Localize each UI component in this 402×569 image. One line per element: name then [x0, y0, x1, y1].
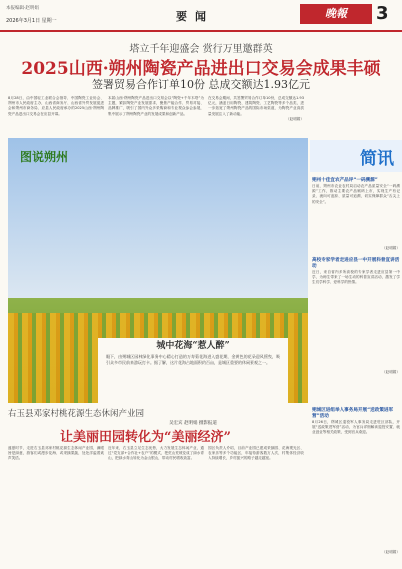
lead-paragraph: 在交易会期间，共签署贸易合作订单10份，总成交额达1.93亿元，涵盖日用陶瓷、建筑陶瓷、工艺陶瓷等多个品类，进一步拓宽了朔州陶瓷产品的国际市场渠道，为陶瓷产业高质量发展注入了新动能。 [208, 96, 304, 116]
lead-column-2 [108, 96, 204, 136]
lead-paragraph: 本届山西·朔州陶瓷产品进出口交易会以“陶瓷+千年木塔”为主题，紧扣陶瓷产业发展需求，聚焦产能合作、贸易对接、品牌推广，吸引了国内外众多采购商和专业观众参会参展，集中展示了朔州陶瓷产业的发展成果和创新产品。 [108, 96, 204, 116]
photo-caption-title: 城中花海“惹人醉” [156, 341, 230, 351]
brief-body: 8月26日，朔城区退役军人事务局走进驻区部队，开展“送政策进军营”活动，为官兵详细解读退役安置、就业创业等相关政策，受到官兵欢迎。 [312, 420, 400, 435]
lead-headline: 2025山西·朔州陶瓷产品进出口交易会成果丰硕 [21, 59, 381, 79]
brief-credit: （赵明娟） [382, 550, 400, 554]
page-header [0, 0, 402, 30]
news-brief-sidebar [310, 140, 402, 565]
issue-date: 2026年3月1日 星期一 [6, 18, 57, 24]
lower-column-2 [108, 446, 204, 564]
photo-column-title: 图说朔州 [20, 150, 69, 164]
brief-credit: （赵明娟） [382, 246, 400, 250]
header-rule [0, 30, 402, 32]
brief-body: 近日，来自省内多所高校的专家学者走进应县第一中学，为师生带来了一场生动的科普宣讲活动，激发了学生们学科学、爱科学的热情。 [312, 270, 400, 285]
newspaper-logo: 晚報 [300, 4, 372, 24]
brief-heading: 朔州十佳宜农产品评“一码溯源” [312, 178, 378, 183]
lead-byline: （赵明娟） [286, 116, 304, 121]
brief-credit: （赵明娟） [382, 370, 400, 374]
lower-paragraph: 近年来，右玉县立足生态优势，大力发展生态休闲产业，通过“党支部+合作社+农户”的模式，把荒山荒坡变成了绿水青山，把绿水青山转化为金山银山，带动村民增收致富。 [108, 446, 204, 461]
lead-column-3 [208, 96, 304, 136]
sidebar-title: 简讯 [360, 149, 394, 169]
photo-credit: 吴宏宾 赵明娟 摄影报道 [169, 421, 217, 426]
lower-paragraph: 盛夏时节，走进右玉县邓家村桃花源生态休闲产业园，满眼皆是绿意，游客们或漫步花海、或采摘果蔬，处处洋溢着欢声笑语。 [8, 446, 104, 461]
page-number: 3 [376, 3, 389, 24]
section-title: 要闻 [176, 10, 214, 23]
brief-item [312, 178, 400, 251]
sidebar-title-box [310, 140, 402, 172]
lead-subhead: 签署贸易合作订单10份 总成交额达1.93亿元 [92, 78, 310, 91]
lead-column-1 [8, 96, 104, 136]
lead-kicker: 塔立千年迎盛会 赏行万里邀群英 [129, 44, 273, 55]
brief-item [312, 408, 400, 555]
lower-kicker: 右玉县邓家村桃花源生态休闲产业园 [8, 409, 145, 419]
brief-heading: 高校专家学者走进应县一中开展科普宣讲活动 [312, 258, 400, 269]
publication-line: 本报编辑·赵明娟 [6, 6, 39, 11]
lower-column-1 [8, 446, 104, 564]
lower-paragraph: 园区负责人介绍，目前产业园已建成采摘园、花海观光区、农家乐等多个功能区，年接待游客数万人次，村集体经济收入持续增长，乡村振兴的路子越走越宽。 [208, 446, 304, 461]
brief-body: 日前，朔州市农业农村局启动农产品质量安全“一码溯源”工作，推动主要农产品赋码上市，实现生产有记录、流向可追踪、质量可追溯，切实保障群众“舌尖上的安全”。 [312, 184, 400, 204]
lower-headline: 让美丽田园转化为“美丽经济” [60, 430, 231, 445]
lower-column-3 [208, 446, 304, 564]
lead-paragraph: 8月28日，由中国轻工业联合会指导、中国陶瓷工业协会、朔州市人民政府主办，山西省商务厅、山西省外贸发展促进会和朔州市商务局、应县人民政府承办的2025山西·朔州陶瓷产品进出口交易会在应县开幕。 [8, 96, 104, 116]
brief-heading: 朔城区进组举人事务局开展“送政策进军营”活动 [312, 408, 394, 419]
photo-caption: 眼下，由朔城区园林绿化事务中心精心打造的万寿菊花海进入盛花期，金黄色的花朵迎风摇曳，吸引众多市民前来游玩打卡。据了解，这片花海占地面积约百亩，是城区重要的休闲景观之一。 [106, 354, 280, 365]
brief-item [312, 258, 400, 375]
